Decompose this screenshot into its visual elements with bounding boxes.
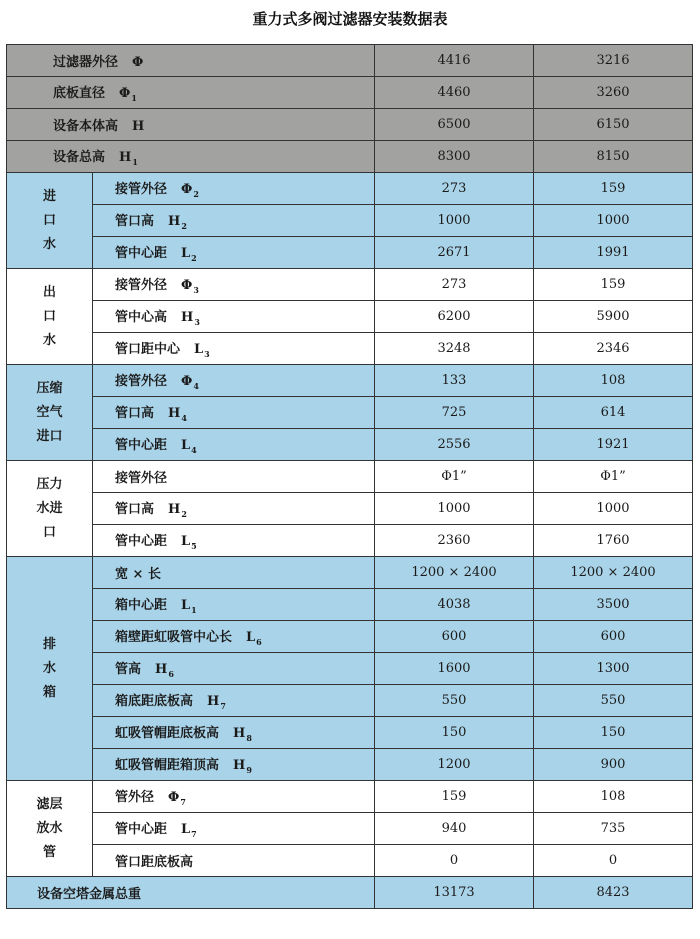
value-col1: 13173	[375, 877, 534, 909]
row-symbol-subscript: 4	[191, 445, 197, 455]
value-col2: 1000	[534, 205, 693, 237]
group-header-line: 口	[42, 524, 56, 540]
group-header-line: 进	[42, 188, 56, 204]
value-col2: 108	[534, 365, 693, 397]
value-col2: 0	[534, 845, 693, 877]
row-symbol: L	[181, 822, 191, 837]
row-symbol-subscript: 1	[131, 93, 137, 103]
value-col2: 3260	[534, 77, 693, 109]
row-symbol: H	[233, 726, 246, 741]
group-header-line: 口	[42, 308, 56, 324]
value-col2: 159	[534, 173, 693, 205]
row-label: 管高	[115, 662, 142, 677]
row-symbol: L	[181, 598, 191, 613]
row-symbol-subscript: 2	[181, 221, 187, 231]
group-header-line: 压缩	[36, 380, 63, 396]
row-symbol: H	[168, 406, 181, 421]
value-col2: 1300	[534, 653, 693, 685]
group-row-label	[93, 429, 375, 461]
table-row	[7, 749, 693, 781]
value-col2: 3216	[534, 45, 693, 77]
value-col2: 5900	[534, 301, 693, 333]
table-row	[7, 45, 693, 77]
table-row	[7, 589, 693, 621]
group-row-label	[93, 749, 375, 781]
row-label: 虹吸管帽距底板高	[115, 726, 220, 741]
table-row	[7, 845, 693, 877]
value-col2: 735	[534, 813, 693, 845]
value-col1: 4416	[375, 45, 534, 77]
group-row-label	[93, 461, 375, 493]
row-symbol-subscript: 3	[204, 349, 210, 359]
value-col1: 150	[375, 717, 534, 749]
group-header	[7, 365, 93, 461]
top-row-label	[7, 45, 375, 77]
row-symbol-subscript: 5	[191, 541, 197, 551]
row-symbol-subscript: 7	[180, 797, 186, 807]
row-symbol: H	[233, 758, 246, 773]
row-label: 宽 × 长	[115, 567, 161, 582]
value-col1: 8300	[375, 141, 534, 173]
group-header-line: 滤层	[36, 796, 63, 812]
table-row	[7, 525, 693, 557]
row-symbol: Φ	[181, 182, 193, 197]
group-header-line: 水	[42, 236, 56, 252]
group-row-label	[93, 557, 375, 589]
row-symbol: L	[181, 534, 191, 549]
value-col2: 1760	[534, 525, 693, 557]
table-row	[7, 109, 693, 141]
group-header	[7, 461, 93, 557]
group-header-line: 口	[42, 212, 56, 228]
value-col2: Φ1”	[534, 461, 693, 493]
group-row-label	[93, 301, 375, 333]
group-header-line: 水进	[36, 500, 63, 516]
group-header-line: 水	[42, 660, 56, 676]
group-row-label	[93, 589, 375, 621]
row-symbol: Φ	[168, 790, 180, 805]
group-row-label	[93, 813, 375, 845]
value-col2: 1000	[534, 493, 693, 525]
row-label: 虹吸管帽距箱顶高	[115, 758, 220, 773]
top-row-label	[7, 109, 375, 141]
row-symbol: Φ	[181, 374, 193, 389]
table-row	[7, 429, 693, 461]
row-label: 箱底距底板高	[115, 694, 194, 709]
row-symbol-subscript: 1	[191, 605, 197, 615]
group-header-line: 管	[42, 844, 56, 860]
group-header-line: 水	[42, 332, 56, 348]
value-col1: 1200	[375, 749, 534, 781]
row-symbol: L	[181, 246, 191, 261]
row-symbol-subscript: 3	[193, 285, 199, 295]
table-row	[7, 461, 693, 493]
group-header-line: 空气	[36, 404, 63, 420]
value-col1: 1000	[375, 493, 534, 525]
group-header-line: 箱	[42, 684, 56, 700]
value-col1: Φ1”	[375, 461, 534, 493]
table-row	[7, 301, 693, 333]
group-row-label	[93, 653, 375, 685]
row-symbol-subscript: 2	[181, 509, 187, 519]
row-label: 接管外径	[115, 278, 168, 293]
row-symbol-subscript: 6	[168, 669, 174, 679]
row-label: 箱中心距	[115, 598, 168, 613]
group-header-line: 进口	[36, 428, 63, 444]
row-symbol: L	[246, 630, 256, 645]
row-label: 接管外径	[115, 374, 168, 389]
group-row-label	[93, 493, 375, 525]
value-col1: 1200 × 2400	[375, 557, 534, 589]
value-col1: 3248	[375, 333, 534, 365]
value-col2: 550	[534, 685, 693, 717]
value-col1: 6200	[375, 301, 534, 333]
value-col1: 133	[375, 365, 534, 397]
value-col1: 4038	[375, 589, 534, 621]
group-header	[7, 557, 93, 781]
value-col2: 1921	[534, 429, 693, 461]
table-row	[7, 205, 693, 237]
value-col1: 273	[375, 269, 534, 301]
value-col2: 2346	[534, 333, 693, 365]
row-label: 设备本体高	[53, 119, 119, 134]
table-row	[7, 813, 693, 845]
row-symbol-subscript: 7	[220, 701, 226, 711]
value-col1: 600	[375, 621, 534, 653]
row-symbol-subscript: 3	[194, 317, 200, 327]
group-row-label	[93, 333, 375, 365]
table-row	[7, 397, 693, 429]
table-row	[7, 237, 693, 269]
value-col2: 3500	[534, 589, 693, 621]
value-col1: 4460	[375, 77, 534, 109]
table-row	[7, 877, 693, 909]
group-row-label	[93, 525, 375, 557]
table-row	[7, 77, 693, 109]
table-row	[7, 621, 693, 653]
row-symbol-subscript: 7	[191, 829, 197, 839]
row-label: 管口高	[115, 406, 155, 421]
row-label: 箱壁距虹吸管中心长	[115, 630, 233, 645]
row-symbol-subscript: 4	[181, 413, 187, 423]
table-row	[7, 333, 693, 365]
group-row-label	[93, 397, 375, 429]
row-symbol-subscript: 2	[193, 189, 199, 199]
row-symbol: H	[119, 150, 132, 165]
row-symbol: Φ	[119, 86, 131, 101]
group-header-line: 压力	[36, 476, 63, 492]
row-label: 管中心距	[115, 822, 168, 837]
group-header-line: 出	[42, 284, 56, 300]
table-row	[7, 685, 693, 717]
table-row	[7, 141, 693, 173]
value-col1: 725	[375, 397, 534, 429]
value-col1: 940	[375, 813, 534, 845]
row-symbol-subscript: 9	[246, 765, 252, 775]
row-symbol: Φ	[181, 278, 193, 293]
group-row-label	[93, 173, 375, 205]
group-row-label	[93, 621, 375, 653]
group-row-label	[93, 365, 375, 397]
row-symbol: L	[194, 342, 204, 357]
value-col1: 6500	[375, 109, 534, 141]
row-label: 管中心距	[115, 438, 168, 453]
value-col1: 2360	[375, 525, 534, 557]
row-label: 接管外径	[115, 471, 168, 486]
group-row-label	[93, 205, 375, 237]
row-label: 管中心距	[115, 246, 168, 261]
value-col1: 1600	[375, 653, 534, 685]
value-col1: 2556	[375, 429, 534, 461]
install-data-table	[6, 44, 693, 909]
value-col2: 8150	[534, 141, 693, 173]
group-row-label	[93, 685, 375, 717]
row-symbol: H	[168, 502, 181, 517]
row-symbol-subscript: 2	[191, 253, 197, 263]
table-title: 重力式多阀过滤器安装数据表	[252, 10, 448, 28]
value-col2: 8423	[534, 877, 693, 909]
value-col1: 0	[375, 845, 534, 877]
top-row-label	[7, 141, 375, 173]
group-header-line: 排	[42, 636, 56, 652]
value-col2: 150	[534, 717, 693, 749]
value-col2: 600	[534, 621, 693, 653]
value-col1: 159	[375, 781, 534, 813]
row-label: 管外径	[115, 790, 155, 805]
group-row-label	[93, 845, 375, 877]
group-header	[7, 173, 93, 269]
row-label: 管口距底板高	[115, 855, 194, 870]
table-row	[7, 653, 693, 685]
row-label: 接管外径	[115, 182, 168, 197]
row-label: 管中心高	[115, 310, 168, 325]
value-col2: 1200 × 2400	[534, 557, 693, 589]
value-col2: 6150	[534, 109, 693, 141]
group-header	[7, 781, 93, 877]
row-symbol: H	[168, 214, 181, 229]
value-col1: 1000	[375, 205, 534, 237]
value-col2: 1991	[534, 237, 693, 269]
table-row	[7, 173, 693, 205]
top-row-label	[7, 77, 375, 109]
row-symbol: H	[132, 119, 145, 134]
row-label: 管口距中心	[115, 342, 181, 357]
row-symbol-subscript: 8	[246, 733, 252, 743]
total-weight-label: 设备空塔金属总重	[7, 877, 375, 909]
row-label: 设备总高	[53, 150, 106, 165]
group-row-label	[93, 269, 375, 301]
table-row	[7, 269, 693, 301]
group-header-line: 放水	[36, 820, 63, 836]
group-row-label	[93, 717, 375, 749]
group-row-label	[93, 781, 375, 813]
row-label: 过滤器外径	[53, 55, 119, 70]
row-symbol: H	[181, 310, 194, 325]
table-row	[7, 365, 693, 397]
row-symbol: L	[181, 438, 191, 453]
row-symbol-subscript: 6	[256, 637, 262, 647]
table-row	[7, 557, 693, 589]
row-symbol: H	[155, 662, 168, 677]
row-symbol: H	[207, 694, 220, 709]
row-symbol: Φ	[132, 55, 144, 70]
table-row	[7, 717, 693, 749]
value-col1: 273	[375, 173, 534, 205]
value-col1: 550	[375, 685, 534, 717]
row-label: 管口高	[115, 502, 155, 517]
row-symbol-subscript: 4	[193, 381, 199, 391]
value-col2: 900	[534, 749, 693, 781]
group-row-label	[93, 237, 375, 269]
value-col2: 614	[534, 397, 693, 429]
table-row	[7, 493, 693, 525]
row-label: 底板直径	[53, 86, 106, 101]
row-label: 管中心距	[115, 534, 168, 549]
row-symbol-subscript: 1	[132, 157, 138, 167]
value-col1: 2671	[375, 237, 534, 269]
group-header	[7, 269, 93, 365]
value-col2: 108	[534, 781, 693, 813]
table-row	[7, 781, 693, 813]
row-label: 管口高	[115, 214, 155, 229]
value-col2: 159	[534, 269, 693, 301]
